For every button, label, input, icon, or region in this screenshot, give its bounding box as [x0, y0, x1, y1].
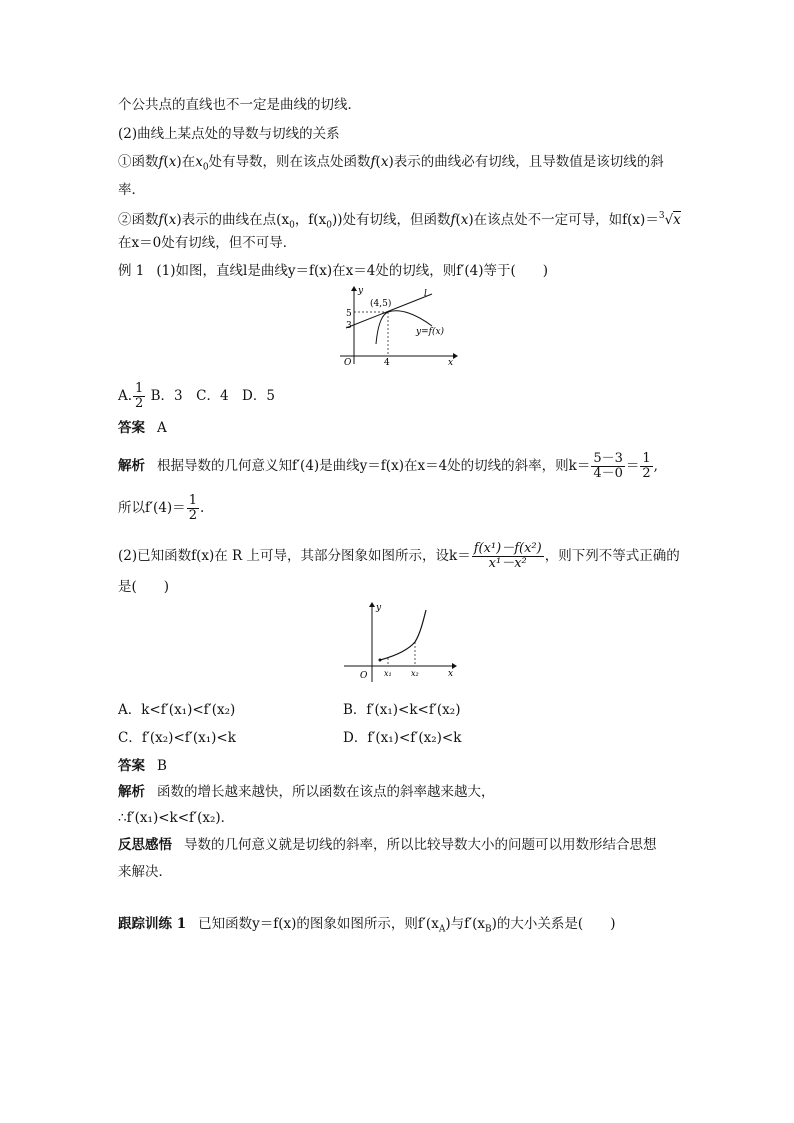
option-d: D．f′(x₁)<f′(x₂)<k [343, 730, 462, 746]
example-2-question: (2)已知函数f(x)在 R 上可导，其部分图象如图所示，设k＝ $\frac{\text{f(x¹)－f(x²)}}{\text{x¹－x²}}$ ，则下列不等式正确的 [118, 541, 680, 571]
example-1-choices: A. $\frac{1}{2}$ B．3 C．4 D．5 [118, 381, 275, 411]
fig1-tick-4: 4 [384, 358, 390, 366]
fig2-x2-label: x₂ [411, 669, 419, 678]
option-b: B．f′(x₁)<k<f′(x₂) [343, 702, 461, 718]
figure-tangent-line [328, 284, 458, 366]
example-1-conclusion: 所以f′(4)＝ $\frac{1}{2}$ . [118, 493, 205, 523]
text-line-4: 率． [118, 182, 145, 198]
fig1-tick-3: 3 [346, 321, 352, 331]
figure-increasing-curve [340, 600, 458, 684]
example-2-explanation: 解析 函数的增长越来越快，所以函数在该点的斜率越来越大， [118, 784, 495, 800]
fig2-curve [380, 610, 426, 660]
reflection-end: 来解决． [118, 864, 172, 880]
fig2-y-label: y [376, 603, 382, 613]
fig1-line-label: l [424, 289, 427, 299]
tracking-exercise: 跟踪训练 1 已知函数y＝f(x)的图象如图所示，则$f'(x_A)$与$f'(x_B)$的大小关系是( ) [118, 916, 616, 935]
fig2-x-label: x [448, 669, 454, 679]
fig1-curve-label: y=f(x) [416, 327, 445, 337]
example-1-explanation: 解析 根据导数的几何意义知f′(4)是曲线y＝f(x)在x＝4处的切线的斜率，则k＝ $\frac{5-3}{4-0}$ ＝ $\frac{1}{2}$ , [118, 451, 658, 481]
fig1-x-label: x [448, 358, 454, 366]
fig2-x1-label: x₁ [384, 669, 392, 678]
fig2-origin: O [360, 671, 368, 681]
reflection: 反思感悟 导数的几何意义就是切线的斜率，所以比较导数大小的问题可以用数形结合思想 [118, 837, 657, 853]
option-c: C．f′(x₂)<f′(x₁)<k [118, 730, 236, 746]
option-a: A．k<f′(x₁)<f′(x₂) [118, 702, 236, 718]
example-1-answer: 答案 A [118, 420, 167, 436]
fig1-point-label: (4,5) [370, 299, 392, 309]
text-line-1: 个公共点的直线也不一定是曲线的切线． [118, 97, 361, 113]
fig1-y-label: y [358, 286, 364, 296]
example-1-question: 例 1 (1)如图，直线l是曲线y＝f(x)在x＝4处的切线，则f′(4)等于( ) [118, 263, 549, 279]
text-line-5: ②函数f(x)表示的曲线在点($x_0$，$f(x_0)$)处有切线，但函数f(x)在该点处不一定可导，如f(x)＝$^3$√x [118, 211, 681, 231]
example-2-question-end: 是( ) [118, 579, 170, 595]
fig1-origin: O [344, 358, 352, 366]
text-line-6: 在x＝0处有切线，但不可导． [118, 235, 297, 251]
text-line-3: ①函数f(x)在$x_0$处有导数，则在该点处函数f(x)表示的曲线必有切线，且导数值是该切线的斜 [118, 154, 664, 173]
frac-half: $\frac{1}{2}$ [135, 381, 144, 411]
fig1-tick-5: 5 [346, 309, 352, 319]
example-2-answer: 答案 B [118, 758, 167, 774]
subheading: (2)曲线上某点处的导数与切线的关系 [118, 126, 340, 142]
example-2-conclusion: ∴f′(x₁)<k<f′(x₂)． [118, 810, 235, 826]
